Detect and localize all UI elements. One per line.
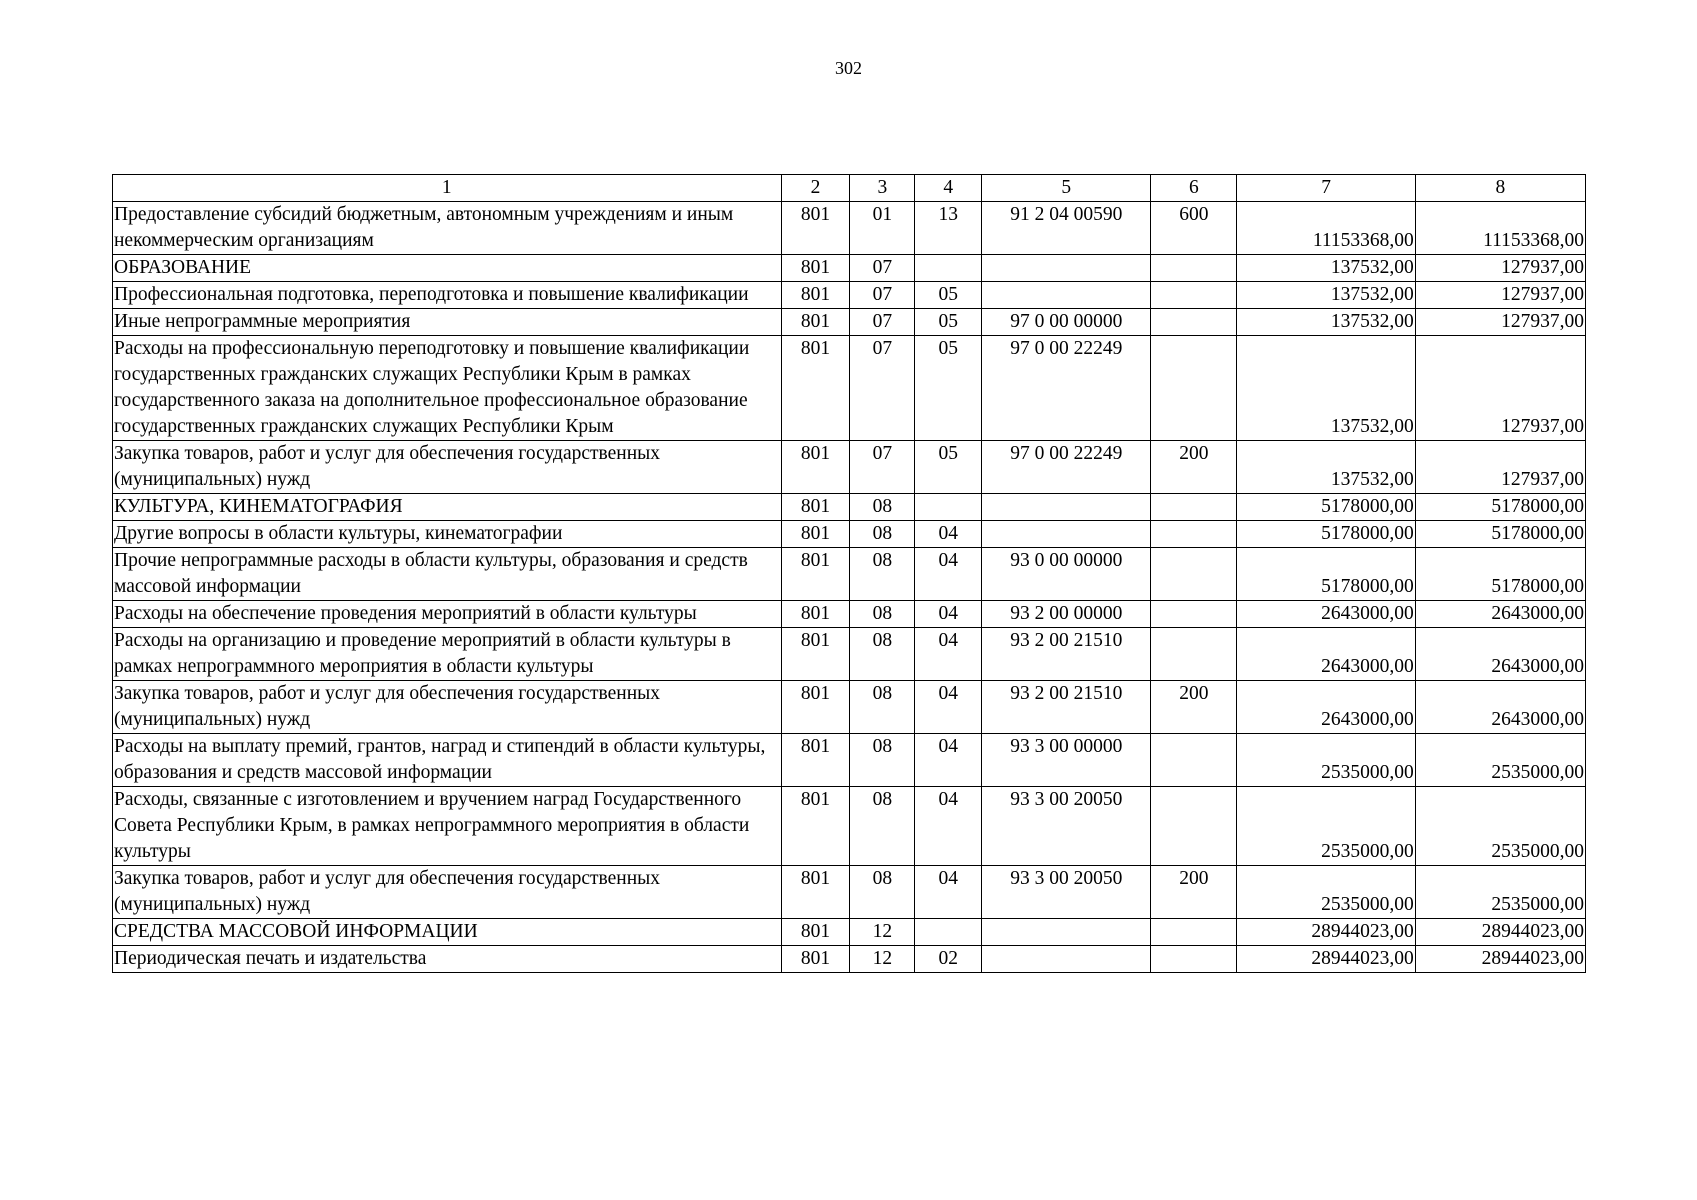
ministry-code: 801 bbox=[781, 628, 850, 681]
section-code: 07 bbox=[850, 309, 915, 336]
amount-col7: 2643000,00 bbox=[1237, 601, 1415, 628]
table-row bbox=[113, 548, 1586, 601]
amount-col7: 2535000,00 bbox=[1237, 787, 1415, 866]
amount-col7: 28944023,00 bbox=[1237, 946, 1415, 973]
expense-type-code bbox=[1151, 919, 1237, 946]
section-code: 08 bbox=[850, 628, 915, 681]
amount-col7: 137532,00 bbox=[1237, 336, 1415, 441]
expense-type-code: 600 bbox=[1151, 202, 1237, 255]
header-cell: 7 bbox=[1237, 175, 1415, 202]
expense-type-code bbox=[1151, 946, 1237, 973]
expense-type-code: 200 bbox=[1151, 681, 1237, 734]
subsection-code: 04 bbox=[915, 787, 982, 866]
target-article-code: 93 3 00 00000 bbox=[982, 734, 1151, 787]
subsection-code: 04 bbox=[915, 628, 982, 681]
table-row bbox=[113, 336, 1586, 441]
target-article-code: 93 3 00 20050 bbox=[982, 866, 1151, 919]
subsection-code bbox=[915, 255, 982, 282]
subsection-code: 04 bbox=[915, 866, 982, 919]
subsection-code: 05 bbox=[915, 309, 982, 336]
amount-col8: 28944023,00 bbox=[1415, 919, 1585, 946]
expense-type-code bbox=[1151, 309, 1237, 336]
ministry-code: 801 bbox=[781, 734, 850, 787]
table-row bbox=[113, 734, 1586, 787]
table-body bbox=[113, 202, 1586, 973]
header-cell: 8 bbox=[1415, 175, 1585, 202]
table-row bbox=[113, 866, 1586, 919]
item-name: Расходы на профессиональную переподготовку и повышение квалификации государственных гражданских служащих Республики Крым в рамках государственного заказа на дополнительное профессиональное образование государственных гражданских служащих Республики Крым bbox=[113, 336, 782, 441]
subsection-code: 04 bbox=[915, 601, 982, 628]
amount-col8: 2535000,00 bbox=[1415, 734, 1585, 787]
target-article-code bbox=[982, 946, 1151, 973]
amount-col8: 2535000,00 bbox=[1415, 787, 1585, 866]
target-article-code: 93 3 00 20050 bbox=[982, 787, 1151, 866]
table-row bbox=[113, 494, 1586, 521]
item-name: Закупка товаров, работ и услуг для обеспечения государственных (муниципальных) нужд bbox=[113, 681, 782, 734]
subsection-code bbox=[915, 494, 982, 521]
table-row bbox=[113, 309, 1586, 336]
item-name: ОБРАЗОВАНИЕ bbox=[113, 255, 782, 282]
page-number: 302 bbox=[835, 58, 862, 78]
table-row bbox=[113, 202, 1586, 255]
item-name: Расходы, связанные с изготовлением и вручением наград Государственного Совета Республики Крым, в рамках непрограммного мероприятия в области культуры bbox=[113, 787, 782, 866]
section-code: 08 bbox=[850, 734, 915, 787]
header-cell: 4 bbox=[915, 175, 982, 202]
ministry-code: 801 bbox=[781, 946, 850, 973]
item-name: Закупка товаров, работ и услуг для обеспечения государственных (муниципальных) нужд bbox=[113, 866, 782, 919]
target-article-code bbox=[982, 282, 1151, 309]
ministry-code: 801 bbox=[781, 441, 850, 494]
item-name: Периодическая печать и издательства bbox=[113, 946, 782, 973]
amount-col7: 2643000,00 bbox=[1237, 681, 1415, 734]
header-cell: 1 bbox=[113, 175, 782, 202]
target-article-code bbox=[982, 255, 1151, 282]
item-name: Профессиональная подготовка, переподготовка и повышение квалификации bbox=[113, 282, 782, 309]
section-code: 08 bbox=[850, 548, 915, 601]
expense-type-code bbox=[1151, 548, 1237, 601]
amount-col7: 5178000,00 bbox=[1237, 521, 1415, 548]
subsection-code: 05 bbox=[915, 282, 982, 309]
item-name: Иные непрограммные мероприятия bbox=[113, 309, 782, 336]
header-cell: 3 bbox=[850, 175, 915, 202]
target-article-code: 97 0 00 00000 bbox=[982, 309, 1151, 336]
amount-col8: 127937,00 bbox=[1415, 255, 1585, 282]
table-row bbox=[113, 441, 1586, 494]
amount-col8: 2643000,00 bbox=[1415, 628, 1585, 681]
table-row bbox=[113, 282, 1586, 309]
amount-col7: 5178000,00 bbox=[1237, 494, 1415, 521]
amount-col8: 2535000,00 bbox=[1415, 866, 1585, 919]
ministry-code: 801 bbox=[781, 282, 850, 309]
target-article-code bbox=[982, 919, 1151, 946]
section-code: 08 bbox=[850, 521, 915, 548]
amount-col7: 5178000,00 bbox=[1237, 548, 1415, 601]
subsection-code: 04 bbox=[915, 548, 982, 601]
amount-col8: 5178000,00 bbox=[1415, 521, 1585, 548]
table-row bbox=[113, 787, 1586, 866]
section-code: 08 bbox=[850, 601, 915, 628]
expense-type-code: 200 bbox=[1151, 441, 1237, 494]
section-code: 12 bbox=[850, 946, 915, 973]
expense-type-code: 200 bbox=[1151, 866, 1237, 919]
subsection-code: 02 bbox=[915, 946, 982, 973]
amount-col8: 5178000,00 bbox=[1415, 548, 1585, 601]
ministry-code: 801 bbox=[781, 681, 850, 734]
target-article-code: 97 0 00 22249 bbox=[982, 441, 1151, 494]
target-article-code bbox=[982, 521, 1151, 548]
subsection-code bbox=[915, 919, 982, 946]
subsection-code: 04 bbox=[915, 681, 982, 734]
item-name: Закупка товаров, работ и услуг для обеспечения государственных (муниципальных) нужд bbox=[113, 441, 782, 494]
amount-col7: 137532,00 bbox=[1237, 282, 1415, 309]
section-code: 07 bbox=[850, 255, 915, 282]
table-row bbox=[113, 628, 1586, 681]
item-name: Расходы на обеспечение проведения мероприятий в области культуры bbox=[113, 601, 782, 628]
expense-type-code bbox=[1151, 494, 1237, 521]
amount-col7: 2643000,00 bbox=[1237, 628, 1415, 681]
target-article-code: 93 2 00 21510 bbox=[982, 681, 1151, 734]
amount-col7: 11153368,00 bbox=[1237, 202, 1415, 255]
expense-type-code bbox=[1151, 787, 1237, 866]
header-cell: 2 bbox=[781, 175, 850, 202]
target-article-code: 93 0 00 00000 bbox=[982, 548, 1151, 601]
subsection-code: 04 bbox=[915, 521, 982, 548]
header-cell: 6 bbox=[1151, 175, 1237, 202]
header-cell: 5 bbox=[982, 175, 1151, 202]
expense-type-code bbox=[1151, 734, 1237, 787]
subsection-code: 04 bbox=[915, 734, 982, 787]
target-article-code: 93 2 00 00000 bbox=[982, 601, 1151, 628]
expense-type-code bbox=[1151, 601, 1237, 628]
table-row bbox=[113, 919, 1586, 946]
subsection-code: 13 bbox=[915, 202, 982, 255]
target-article-code: 91 2 04 00590 bbox=[982, 202, 1151, 255]
ministry-code: 801 bbox=[781, 202, 850, 255]
amount-col8: 2643000,00 bbox=[1415, 601, 1585, 628]
item-name: Прочие непрограммные расходы в области культуры, образования и средств массовой информации bbox=[113, 548, 782, 601]
table-row bbox=[113, 601, 1586, 628]
target-article-code: 93 2 00 21510 bbox=[982, 628, 1151, 681]
target-article-code: 97 0 00 22249 bbox=[982, 336, 1151, 441]
amount-col8: 28944023,00 bbox=[1415, 946, 1585, 973]
item-name: Расходы на выплату премий, грантов, наград и стипендий в области культуры, образования и средств массовой информации bbox=[113, 734, 782, 787]
expense-type-code bbox=[1151, 628, 1237, 681]
item-name: СРЕДСТВА МАССОВОЙ ИНФОРМАЦИИ bbox=[113, 919, 782, 946]
amount-col8: 127937,00 bbox=[1415, 441, 1585, 494]
expense-type-code bbox=[1151, 255, 1237, 282]
amount-col8: 5178000,00 bbox=[1415, 494, 1585, 521]
expense-type-code bbox=[1151, 336, 1237, 441]
ministry-code: 801 bbox=[781, 309, 850, 336]
expense-type-code bbox=[1151, 521, 1237, 548]
ministry-code: 801 bbox=[781, 494, 850, 521]
budget-table bbox=[112, 174, 1586, 973]
amount-col7: 137532,00 bbox=[1237, 309, 1415, 336]
ministry-code: 801 bbox=[781, 866, 850, 919]
ministry-code: 801 bbox=[781, 601, 850, 628]
header-row bbox=[113, 175, 1586, 202]
section-code: 08 bbox=[850, 494, 915, 521]
table-row bbox=[113, 681, 1586, 734]
amount-col7: 137532,00 bbox=[1237, 441, 1415, 494]
section-code: 08 bbox=[850, 866, 915, 919]
subsection-code: 05 bbox=[915, 441, 982, 494]
ministry-code: 801 bbox=[781, 787, 850, 866]
section-code: 07 bbox=[850, 282, 915, 309]
ministry-code: 801 bbox=[781, 548, 850, 601]
item-name: Расходы на организацию и проведение мероприятий в области культуры в рамках непрограммного мероприятия в области культуры bbox=[113, 628, 782, 681]
section-code: 07 bbox=[850, 336, 915, 441]
ministry-code: 801 bbox=[781, 521, 850, 548]
amount-col8: 127937,00 bbox=[1415, 282, 1585, 309]
subsection-code: 05 bbox=[915, 336, 982, 441]
section-code: 08 bbox=[850, 787, 915, 866]
item-name: Предоставление субсидий бюджетным, автономным учреждениям и иным некоммерческим организациям bbox=[113, 202, 782, 255]
amount-col8: 127937,00 bbox=[1415, 336, 1585, 441]
amount-col8: 11153368,00 bbox=[1415, 202, 1585, 255]
amount-col8: 127937,00 bbox=[1415, 309, 1585, 336]
amount-col7: 2535000,00 bbox=[1237, 734, 1415, 787]
ministry-code: 801 bbox=[781, 255, 850, 282]
amount-col7: 2535000,00 bbox=[1237, 866, 1415, 919]
table-row bbox=[113, 255, 1586, 282]
section-code: 12 bbox=[850, 919, 915, 946]
section-code: 07 bbox=[850, 441, 915, 494]
amount-col7: 137532,00 bbox=[1237, 255, 1415, 282]
ministry-code: 801 bbox=[781, 336, 850, 441]
table-row bbox=[113, 946, 1586, 973]
target-article-code bbox=[982, 494, 1151, 521]
section-code: 01 bbox=[850, 202, 915, 255]
amount-col7: 28944023,00 bbox=[1237, 919, 1415, 946]
item-name: Другие вопросы в области культуры, кинематографии bbox=[113, 521, 782, 548]
expense-type-code bbox=[1151, 282, 1237, 309]
item-name: КУЛЬТУРА, КИНЕМАТОГРАФИЯ bbox=[113, 494, 782, 521]
ministry-code: 801 bbox=[781, 919, 850, 946]
table-row bbox=[113, 521, 1586, 548]
amount-col8: 2643000,00 bbox=[1415, 681, 1585, 734]
section-code: 08 bbox=[850, 681, 915, 734]
